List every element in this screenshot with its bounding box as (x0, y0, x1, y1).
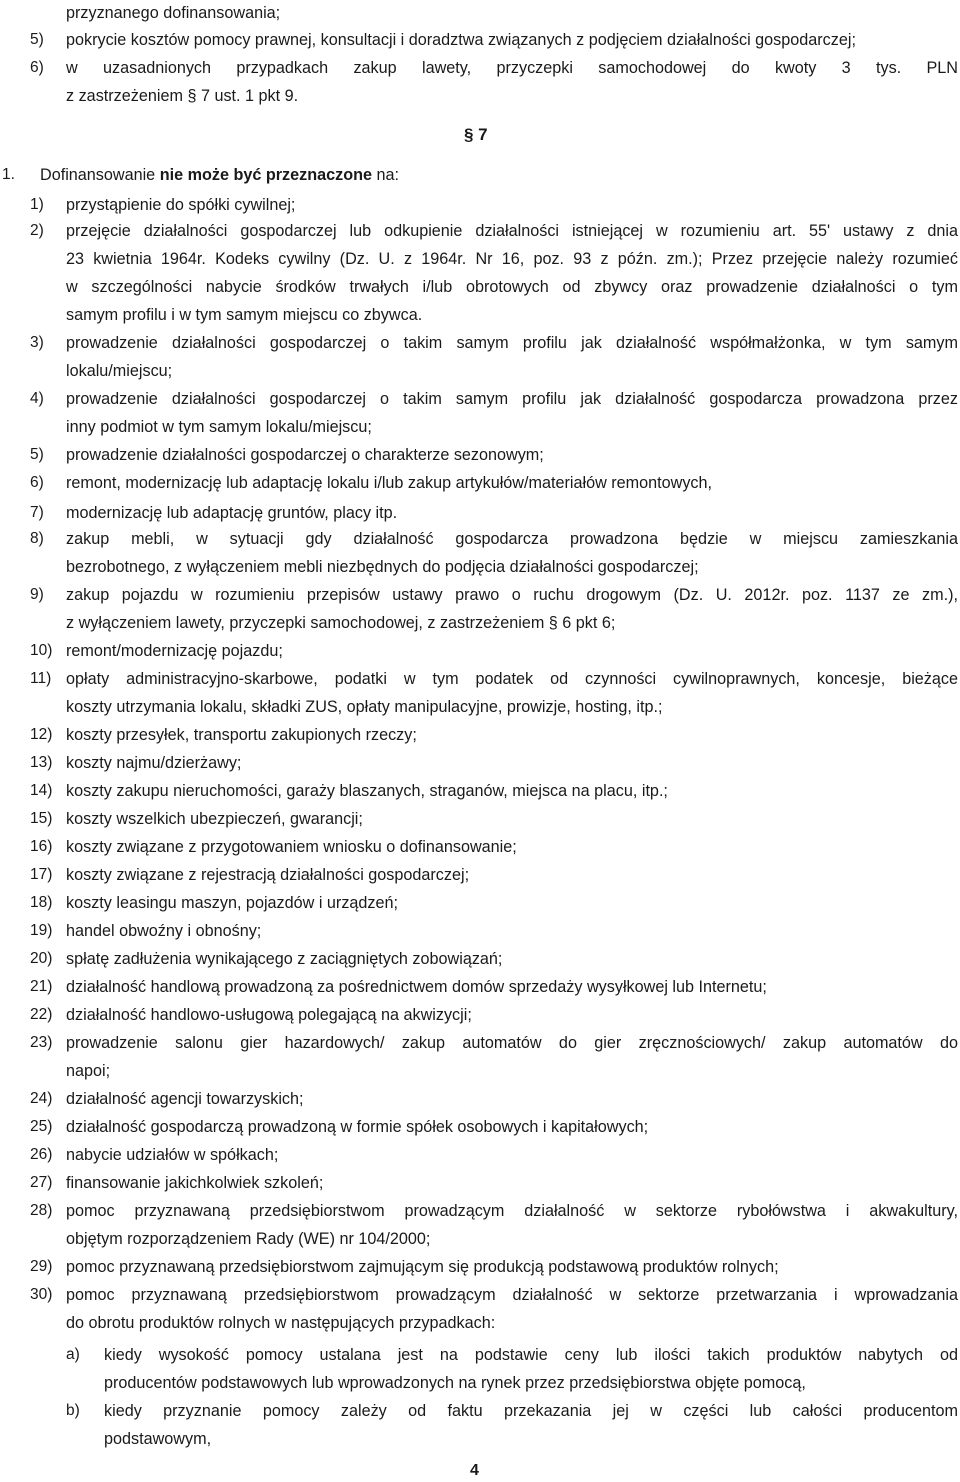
list-item-number: 13) (30, 754, 53, 771)
list-item-text: prowadzenie salonu gier hazardowych/ zakup automatów do gier zręcznościowych/ zakup automatów do (66, 1034, 958, 1052)
list-item-text: koszty związane z rejestracją działalności gospodarczej; (66, 866, 470, 884)
list-item-number: 24) (30, 1090, 53, 1107)
list-item-text: nabycie udziałów w spółkach; (66, 1146, 279, 1164)
paragraph-1-number: 1. (2, 166, 15, 183)
list-item-text: działalność handlową prowadzoną za pośrednictwem domów sprzedaży wysyłkowej lub Internetu; (66, 978, 767, 996)
list-item-number: 25) (30, 1118, 53, 1135)
list-item-text: opłaty administracyjno-skarbowe, podatki w tym podatek od czynności cywilnoprawnych, koncesje, bieżące (66, 670, 958, 688)
list-item-text: finansowanie jakichkolwiek szkoleń; (66, 1174, 324, 1192)
item-5-number: 5) (30, 31, 44, 48)
list-item-text: koszty utrzymania lokalu, składki ZUS, opłaty manipulacyjne, prowizje, hosting, itp.; (66, 698, 663, 716)
sub-item-letter: b) (66, 1402, 80, 1419)
list-item-text: pomoc przyznawaną przedsiębiorstwom prowadzącym działalność w sektorze przetwarzania i wprowadzania (66, 1286, 958, 1304)
list-item-text: przystąpienie do spółki cywilnej; (66, 196, 296, 214)
item-6-number: 6) (30, 59, 44, 76)
list-item-number: 22) (30, 1006, 53, 1023)
list-item-text: inny podmiot w tym samym lokalu/miejscu; (66, 418, 372, 436)
list-item-number: 18) (30, 894, 53, 911)
list-item-number: 16) (30, 838, 53, 855)
sub-item-text: kiedy wysokość pomocy ustalana jest na podstawie ceny lub ilości takich produktów nabytych od (104, 1346, 958, 1364)
sub-item-text: producentów podstawowych lub wprowadzonych na rynek przez przedsiębiorstwa objęte pomocą, (104, 1374, 806, 1392)
list-item-text: zakup mebli, w sytuacji gdy działalność gospodarcza prowadzona będzie w miejscu zamieszkania (66, 530, 958, 548)
list-item-text: remont, modernizację lub adaptację lokalu i/lub zakup artykułów/materiałów remontowych, (66, 474, 713, 492)
list-item-text: samym profilu i w tym samym miejscu co zbywca. (66, 306, 423, 324)
list-item-text: do obrotu produktów rolnych w następujących przypadkach: (66, 1314, 496, 1332)
list-item-text: w szczególności nabycie środków trwałych i/lub obrotowych od zbywcy oraz prowadzenie działalności o tym (66, 278, 958, 296)
list-item-number: 30) (30, 1286, 53, 1303)
list-item-number: 15) (30, 810, 53, 827)
list-item-number: 27) (30, 1174, 53, 1191)
list-item-number: 9) (30, 586, 44, 603)
list-item-text: działalność gospodarczą prowadzoną w formie spółek osobowych i kapitałowych; (66, 1118, 649, 1136)
item-4-tail: przyznanego dofinansowania; (66, 4, 281, 22)
list-item-text: pomoc przyznawaną przedsiębiorstwom zajmującym się produkcją podstawową produktów rolnych; (66, 1258, 779, 1276)
list-item-number: 5) (30, 446, 44, 463)
sub-item-text: kiedy przyznanie pomocy zależy od faktu przekazania jej w części lub całości producentom (104, 1402, 958, 1420)
list-item-text: z wyłączeniem lawety, przyczepki samochodowej, z zastrzeżeniem § 6 pkt 6; (66, 614, 616, 632)
list-item-number: 12) (30, 726, 53, 743)
list-item-number: 8) (30, 530, 44, 547)
list-item-text: bezrobotnego, z wyłączeniem mebli niezbędnych do podjęcia działalności gospodarczej; (66, 558, 699, 576)
list-item-number: 20) (30, 950, 53, 967)
list-item-number: 6) (30, 474, 44, 491)
list-item-text: napoi; (66, 1062, 111, 1080)
list-item-text: pomoc przyznawaną przedsiębiorstwom prowadzącym działalność w sektorze rybołówstwa i akwakultury, (66, 1202, 958, 1220)
paragraph-1-emphasis: nie może być przeznaczone (159, 166, 372, 184)
list-item-text: objętym rozporządzeniem Rady (WE) nr 104/2000; (66, 1230, 431, 1248)
list-item-number: 14) (30, 782, 53, 799)
paragraph-1-lead: Dofinansowanie (40, 166, 160, 184)
list-item-number: 29) (30, 1258, 53, 1275)
list-item-text: działalność agencji towarzyskich; (66, 1090, 304, 1108)
item-6-line-1: w uzasadnionych przypadkach zakup lawety, przyczepki samochodowej do kwoty 3 tys. PLN (66, 59, 958, 77)
list-item-number: 10) (30, 642, 53, 659)
item-6-line-2: z zastrzeżeniem § 7 ust. 1 pkt 9. (66, 87, 299, 105)
list-item-number: 19) (30, 922, 53, 939)
list-item-number: 23) (30, 1034, 53, 1051)
list-item-number: 26) (30, 1146, 53, 1163)
list-item-text: spłatę zadłużenia wynikającego z zaciągniętych zobowiązań; (66, 950, 503, 968)
list-item-text: koszty leasingu maszyn, pojazdów i urządzeń; (66, 894, 399, 912)
list-item-text: zakup pojazdu w rozumieniu przepisów ustawy prawo o ruchu drogowym (Dz. U. 2012r. poz. 1137 ze zm.), (66, 586, 958, 604)
list-item-text: koszty związane z przygotowaniem wniosku o dofinansowanie; (66, 838, 517, 856)
section-title: § 7 (464, 125, 488, 144)
list-item-number: 3) (30, 334, 44, 351)
sub-item-letter: a) (66, 1346, 80, 1363)
list-item-text: 23 kwietnia 1964r. Kodeks cywilny (Dz. U. z 1964r. Nr 16, poz. 93 z późn. zm.); Przez przejęcie należy rozumieć (66, 250, 958, 268)
paragraph-1-tail: na: (371, 166, 399, 184)
list-item-text: koszty wszelkich ubezpieczeń, gwarancji; (66, 810, 363, 828)
list-item-text: działalność handlowo-usługową polegającą na akwizycji; (66, 1006, 472, 1024)
paragraph-1-text (40, 164, 399, 186)
list-item-text: handel obwoźny i obnośny; (66, 922, 262, 940)
list-item-number: 2) (30, 222, 44, 239)
list-item-text: prowadzenie działalności gospodarczej o takim samym profilu jak działalność gospodarcza prowadzona przez (66, 390, 958, 408)
list-item-number: 28) (30, 1202, 53, 1219)
item-5-text: pokrycie kosztów pomocy prawnej, konsultacji i doradztwa związanych z podjęciem działalności gospodarczej; (66, 31, 856, 49)
list-item-text: prowadzenie działalności gospodarczej o charakterze sezonowym; (66, 446, 544, 464)
list-item-number: 11) (30, 670, 52, 687)
list-item-number: 4) (30, 390, 44, 407)
sub-item-text: podstawowym, (104, 1430, 212, 1448)
list-item-text: koszty zakupu nieruchomości, garaży blaszanych, straganów, miejsca na placu, itp.; (66, 782, 668, 800)
list-item-text: prowadzenie działalności gospodarczej o takim samym profilu jak działalność współmałżonka, w tym samym (66, 334, 958, 352)
list-item-text: przejęcie działalności gospodarczej lub odkupienie działalności istniejącej w rozumieniu art. 55' ustawy z dnia (66, 222, 958, 240)
list-item-text: modernizację lub adaptację gruntów, placy itp. (66, 504, 398, 522)
list-item-number: 21) (30, 978, 53, 995)
list-item-text: remont/modernizację pojazdu; (66, 642, 283, 660)
list-item-number: 17) (30, 866, 53, 883)
list-item-number: 1) (30, 196, 44, 213)
list-item-text: lokalu/miejscu; (66, 362, 173, 380)
page-number: 4 (470, 1462, 479, 1479)
list-item-text: koszty najmu/dzierżawy; (66, 754, 242, 772)
list-item-text: koszty przesyłek, transportu zakupionych rzeczy; (66, 726, 417, 744)
list-item-number: 7) (30, 504, 44, 521)
